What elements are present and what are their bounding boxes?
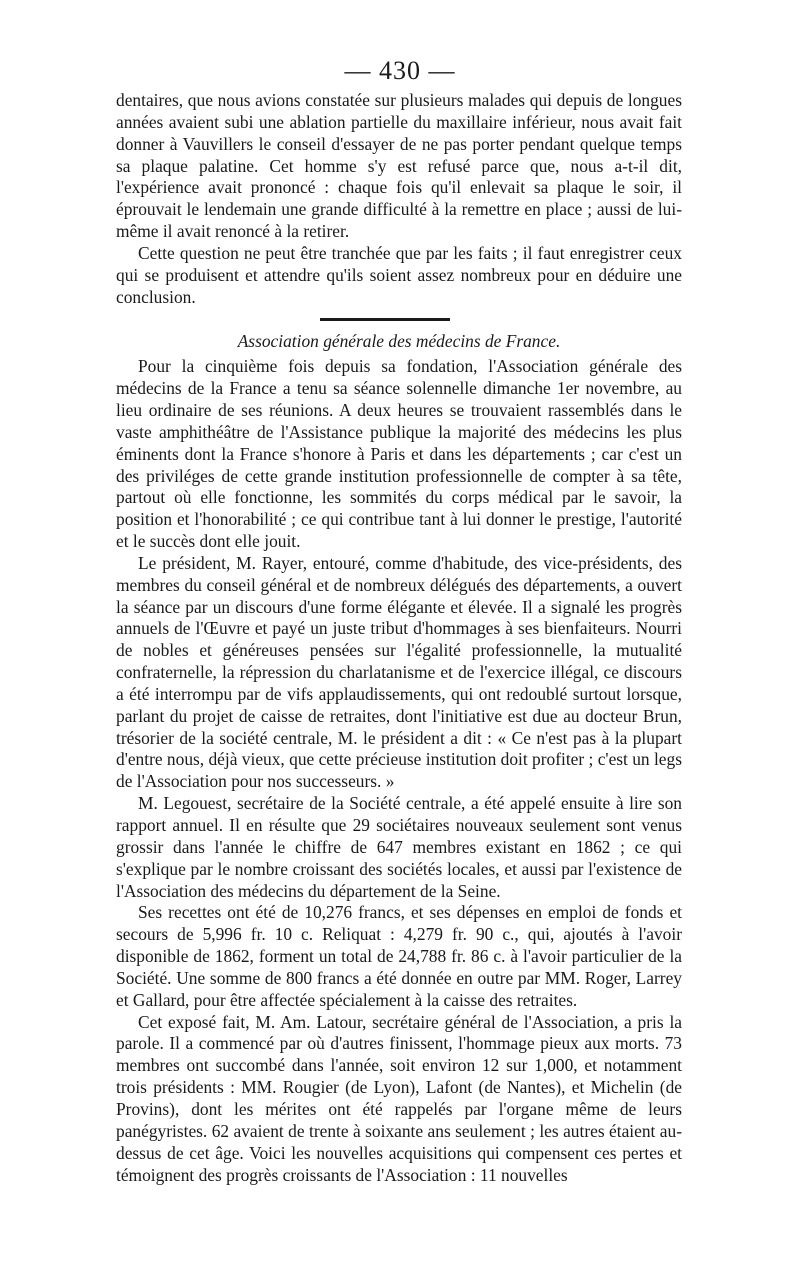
page-text-block xyxy=(116,90,682,1186)
page-number: — 430 — xyxy=(344,56,456,85)
section-divider xyxy=(320,318,450,321)
section-paragraph: Cet exposé fait, M. Am. Latour, secrétaire général de l'Association, a pris la parole. Il a commencé par où d'autres finissent, l'hommage pieux aux morts. 73 membres ont succombé dans l'année, soit environ 12 sur 1,000, et notamment trois présidents : MM. Rougier (de Lyon), Lafont (de Nantes), et Michelin (de Provins), dont les mérites ont été rappelés par l'organe même de leurs panégyristes. 62 avaient de trente à soixante ans seulement ; les autres étaient au-dessus de cet âge. Voici les nouvelles acquisitions qui compensent ces pertes et témoignent des progrès croissants de l'Association : 11 nouvelles xyxy=(116,1011,682,1185)
conclusion-paragraph: Cette question ne peut être tranchée que par les faits ; il faut enregistrer ceux qui se produisent et attendre qu'ils soient assez nombreux pour en déduire une conclusion. xyxy=(116,242,682,307)
section-title: Association générale des médecins de France. xyxy=(237,331,561,352)
section-paragraph: Pour la cinquième fois depuis sa fondation, l'Association générale des médecins de la France a tenu sa séance solennelle dimanche 1er novembre, au lieu ordinaire de ses réunions. A deux heures se trouvaient rassemblés dans le vaste amphithéâtre de l'Assistance publique la majorité des médecins les plus éminents dont la France s'honore à Paris et dans les départements ; car c'est un des priviléges de cette grande institution professionnelle de compter à sa tête, partout où elle fonctionne, les sommités du corps médical par le savoir, la position et l'honorabilité ; ce qui contribue tant à lui donner le prestige, l'autorité et le succès dont elle jouit. xyxy=(116,356,682,552)
section-paragraph: Ses recettes ont été de 10,276 francs, et ses dépenses en emploi de fonds et secours de 5,996 fr. 10 c. Reliquat : 4,279 fr. 90 c., qui, ajoutés à l'avoir disponible de 1862, forment un total de 24,788 fr. 86 c. à l'avoir particulier de la Société. Une somme de 800 francs a été donnée en outre par MM. Roger, Larrey et Gallard, pour être affectée spécialement à la caisse des retraites. xyxy=(116,902,682,1010)
section-paragraph: Le président, M. Rayer, entouré, comme d'habitude, des vice-présidents, des membres du conseil général et de nombreux délégués des départements, a ouvert la séance par un discours d'une forme élégante et élevée. Il a signalé les progrès annuels de l'Œuvre et payé un juste tribut d'hommages à ses bienfaiteurs. Nourri de nobles et généreuses pensées sur l'égalité professionnelle, la mutualité confraternelle, la répression du charlatanisme et de l'exercice illégal, ce discours a été interrompu par de vifs applaudissements, qui ont redoublé surtout lorsque, parlant du projet de caisse de retraites, dont l'initiative est due au docteur Brun, trésorier de la société centrale, M. le président a dit : « Ce n'est pas à la plupart d'entre nous, déjà vieux, que cette précieuse institution doit profiter ; c'est un legs de l'Association pour nos successeurs. » xyxy=(116,552,682,792)
continuation-paragraph: dentaires, que nous avions constatée sur plusieurs malades qui depuis de longues années avaient subi une ablation partielle du maxillaire inférieur, nous avait fait donner à Vauvillers le conseil d'essayer de ne pas porter pendant quelque temps sa plaque palatine. Cet homme s'y est refusé parce que, nous a-t-il dit, l'expérience avait prononcé : chaque fois qu'il enlevait sa plaque le soir, il éprouvait le lendemain une grande difficulté à la remettre en place ; aussi de lui-même il avait renoncé à la retirer. xyxy=(116,90,682,242)
section-paragraph: M. Legouest, secrétaire de la Société centrale, a été appelé ensuite à lire son rapport annuel. Il en résulte que 29 sociétaires nouveaux seulement sont venus grossir dans l'année le chiffre de 647 membres existant en 1862 ; ce qui s'explique par le nombre croissant des sociétés locales, et aussi par l'existence de l'Association des médecins du département de la Seine. xyxy=(116,793,682,901)
